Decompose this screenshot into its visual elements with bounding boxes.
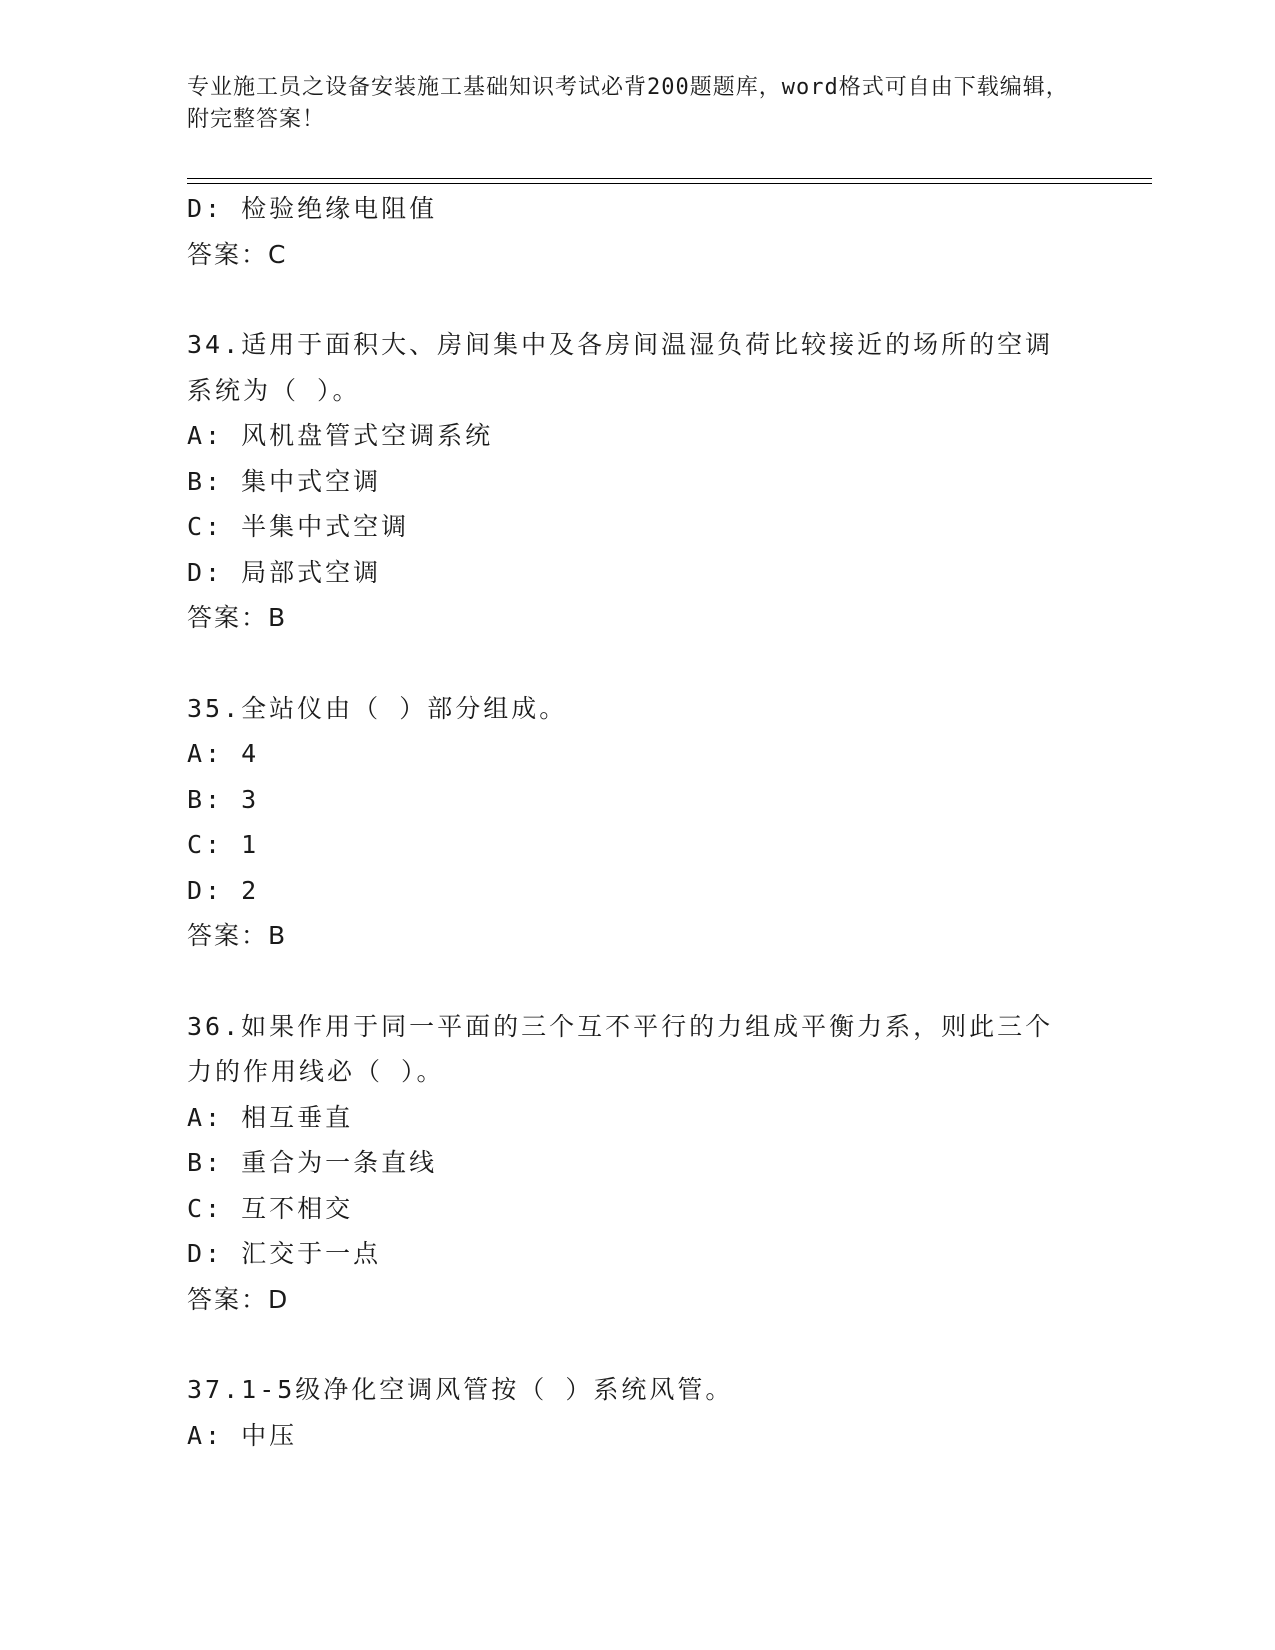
- answer-line: 答案：B: [187, 921, 288, 950]
- question-block-34: [187, 322, 1147, 641]
- question-text: 34.适用于面积大、房间集中及各房间温湿负荷比较接近的场所的空调系统为（ ）。: [187, 330, 1054, 405]
- answer-line: 答案：C: [187, 239, 288, 269]
- answer-line: 答案：D: [187, 1284, 290, 1314]
- spacer: [187, 277, 1147, 322]
- header-title: 专业施工员之设备安装施工基础知识考试必背200题题库，word格式可自由下载编辑，附完整答案！: [187, 75, 1069, 132]
- header-divider-top: [187, 178, 1152, 179]
- option-a: A: 4: [187, 739, 260, 768]
- question-text: 35.全站仪由（ ）部分组成。: [187, 693, 568, 723]
- spacer: [187, 641, 1147, 686]
- document-header: [187, 72, 1087, 136]
- option-d: D: 汇交于一点: [187, 1239, 382, 1268]
- option-a: A: 相互垂直: [187, 1102, 354, 1132]
- question-block-36: [187, 1004, 1147, 1323]
- option-c: C: 半集中式空调: [187, 512, 410, 541]
- header-divider-bottom: [187, 183, 1152, 184]
- question-list: [187, 186, 1147, 1458]
- option-b: B: 3: [187, 784, 260, 814]
- option-c: C: 1: [187, 830, 260, 859]
- question-text: 37.1-5级净化空调风管按（ ）系统风管。: [187, 1375, 734, 1404]
- option-a: A: 风机盘管式空调系统: [187, 421, 494, 450]
- option-d: D: 局部式空调: [187, 557, 382, 587]
- option-b: B: 集中式空调: [187, 466, 382, 496]
- option-b: B: 重合为一条直线: [187, 1148, 438, 1177]
- question-block-37: [187, 1367, 1147, 1458]
- answer-line: 答案：B: [187, 603, 288, 632]
- option-a: A: 中压: [187, 1420, 298, 1450]
- spacer: [187, 959, 1147, 1004]
- option-c: C: 互不相交: [187, 1193, 354, 1223]
- question-block-33: [187, 186, 1147, 277]
- question-text: 36.如果作用于同一平面的三个互不平行的力组成平衡力系，则此三个力的作用线必（ ）。: [187, 1011, 1054, 1086]
- option-d: D: 检验绝缘电阻值: [187, 194, 438, 223]
- question-block-35: [187, 686, 1147, 959]
- option-d: D: 2: [187, 875, 260, 905]
- spacer: [187, 1322, 1147, 1367]
